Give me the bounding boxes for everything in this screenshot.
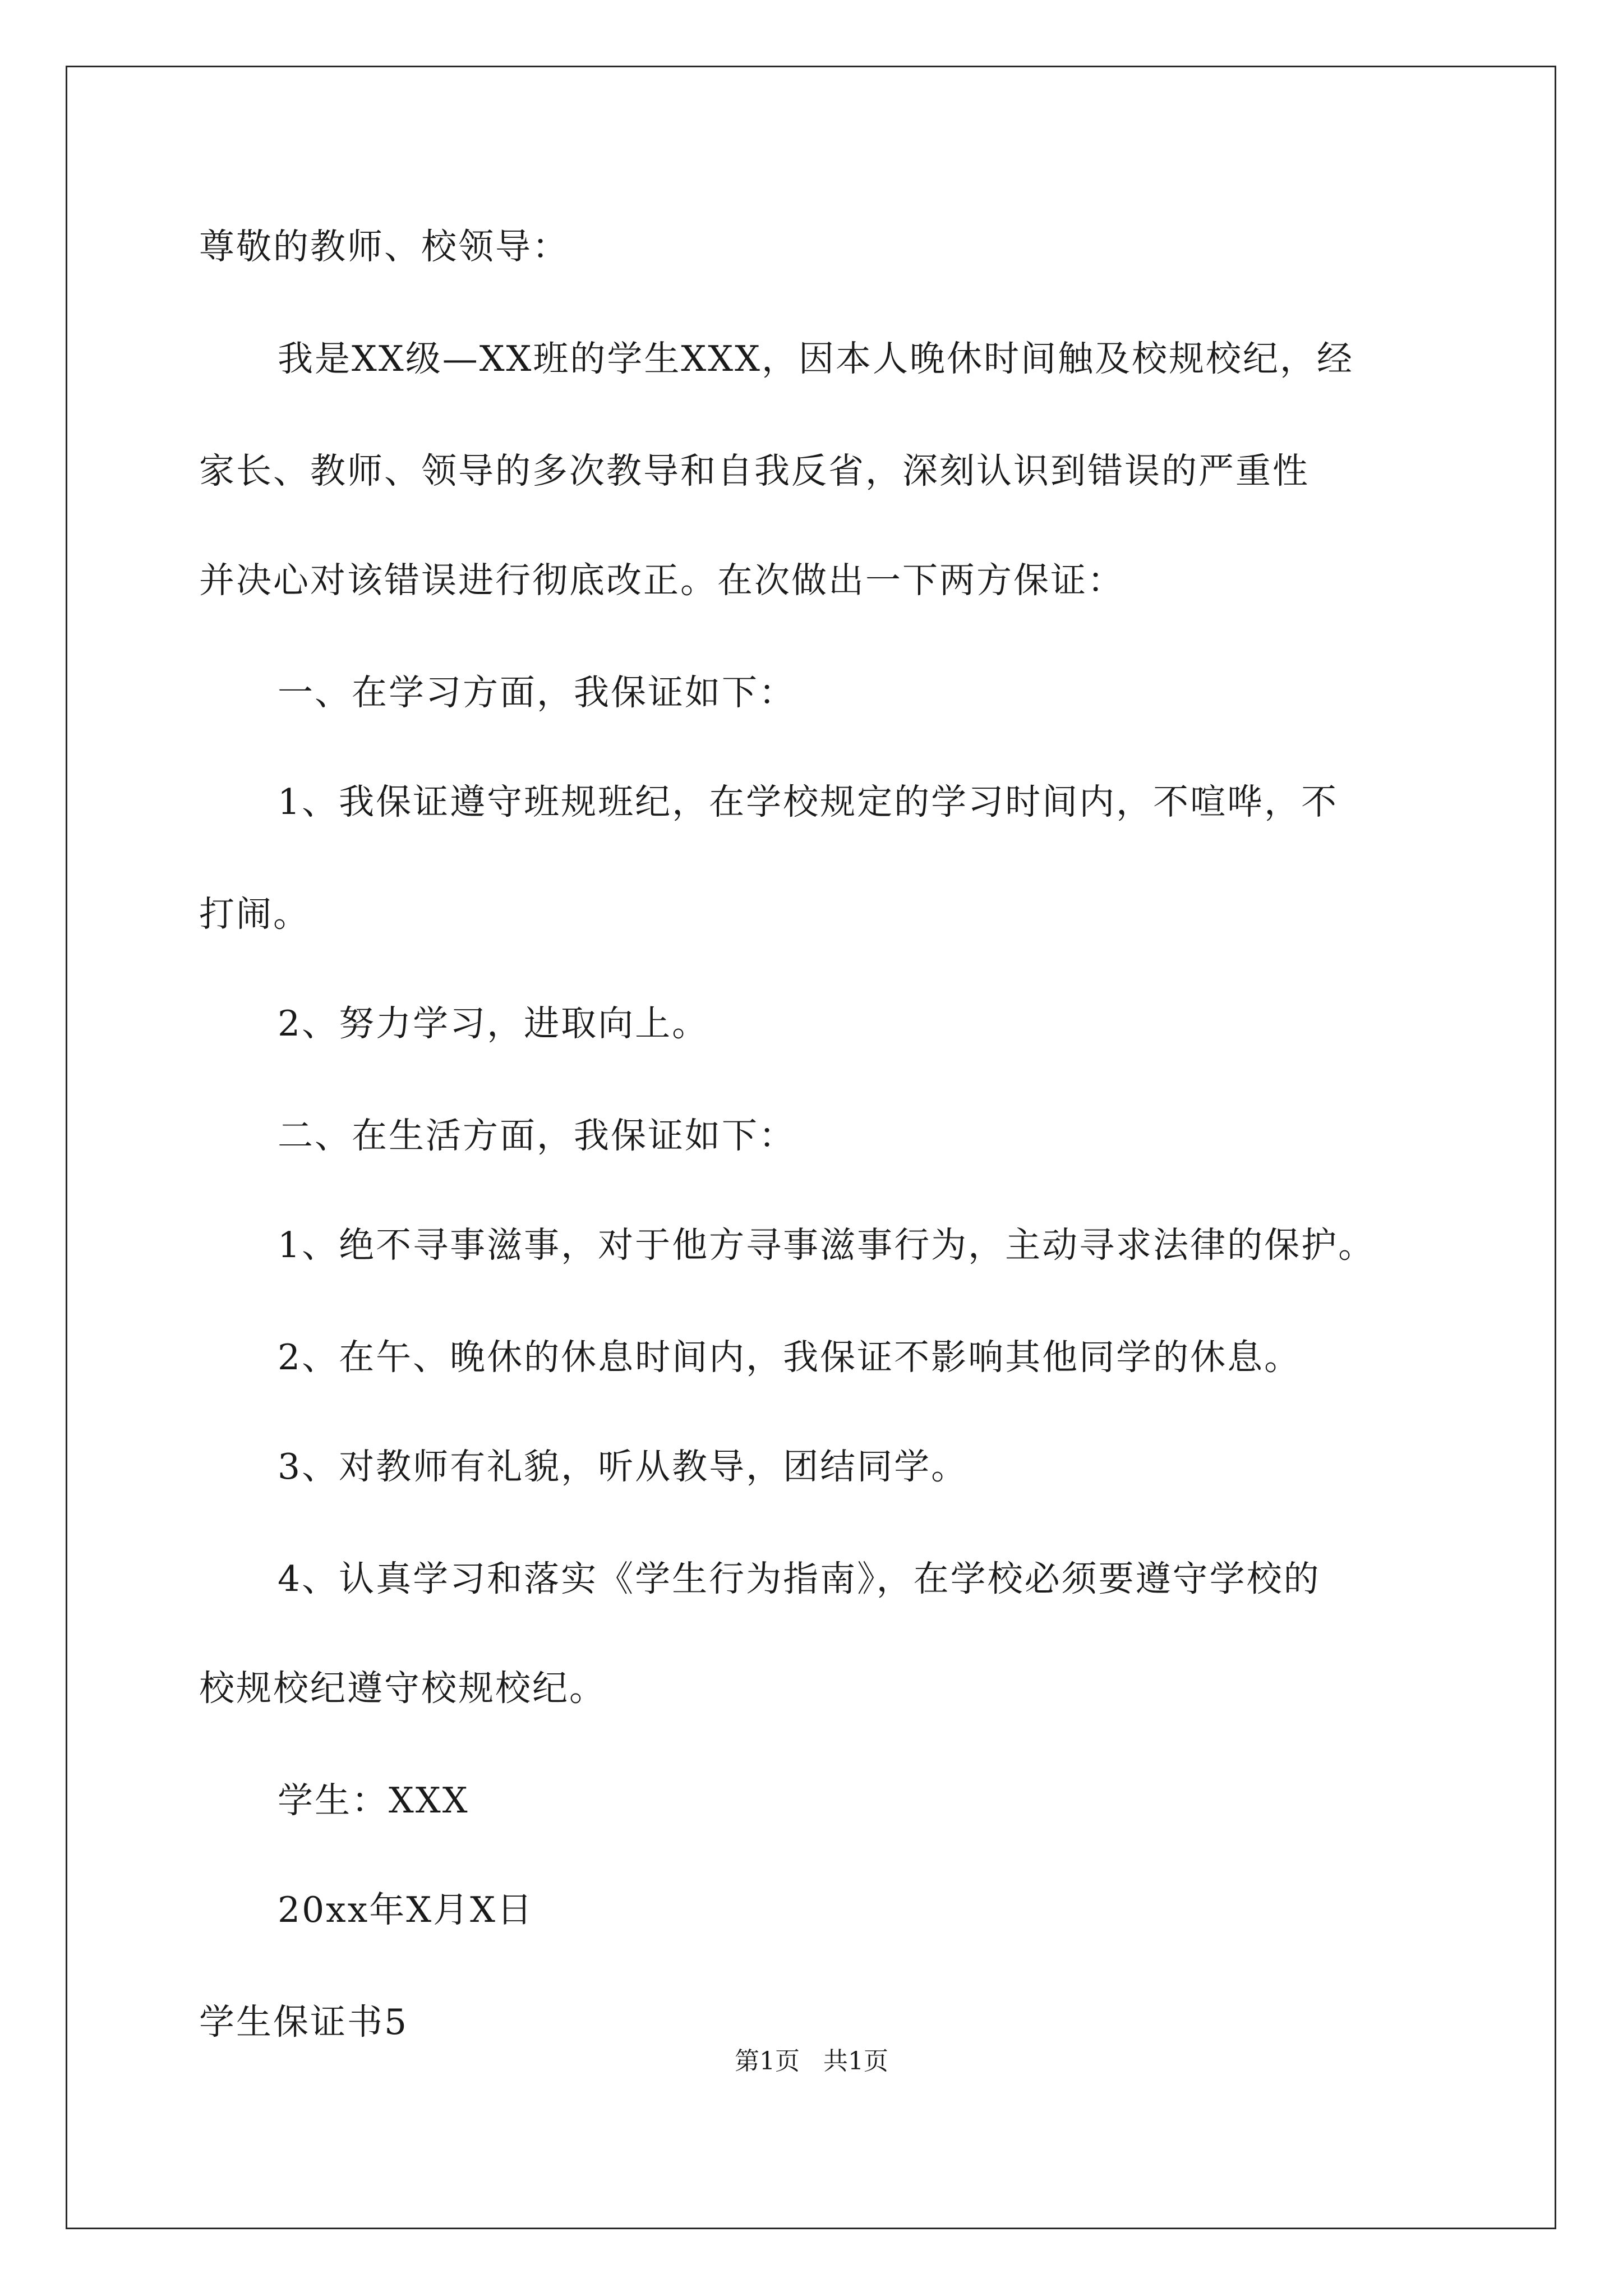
list-item: 3、对教师有礼貌，听从教导，团结同学。 [278, 1446, 969, 1487]
paragraph-line: 并决心对该错误进行彻底改正。在次做出一下两方保证： [199, 560, 1124, 601]
page-number: 第1页 共1页 [735, 2047, 888, 2076]
list-item: 1、我保证遵守班规班纪，在学校规定的学习时间内，不喧哗，不 [278, 781, 1339, 822]
signature-name: 学生：XXX [278, 1780, 469, 1821]
list-item-continuation: 打闹。 [199, 894, 310, 935]
salutation: 尊敬的教师、校领导： [199, 226, 569, 267]
signature-date: 20xx年X月X日 [278, 1889, 534, 1930]
paragraph-line: 家长、教师、领导的多次教导和自我反省，深刻认识到错误的严重性 [199, 450, 1310, 491]
section-heading: 一、在学习方面，我保证如下： [278, 672, 796, 713]
list-item-continuation: 校规校纪遵守校规校纪。 [199, 1668, 606, 1709]
paragraph-line: 我是XX级—XX班的学生XXX，因本人晚休时间触及校规校纪，经 [278, 338, 1354, 379]
list-item: 1、绝不寻事滋事，对于他方寻事滋事行为，主动寻求法律的保护。 [278, 1225, 1376, 1266]
section-heading: 二、在生活方面，我保证如下： [278, 1115, 796, 1156]
list-item: 4、认真学习和落实《学生行为指南》，在学校必须要遵守学校的 [278, 1558, 1321, 1599]
list-item: 2、努力学习，进取向上。 [278, 1003, 709, 1044]
next-section-title: 学生保证书5 [199, 2001, 409, 2042]
list-item: 2、在午、晚休的休息时间内，我保证不影响其他同学的休息。 [278, 1337, 1302, 1378]
